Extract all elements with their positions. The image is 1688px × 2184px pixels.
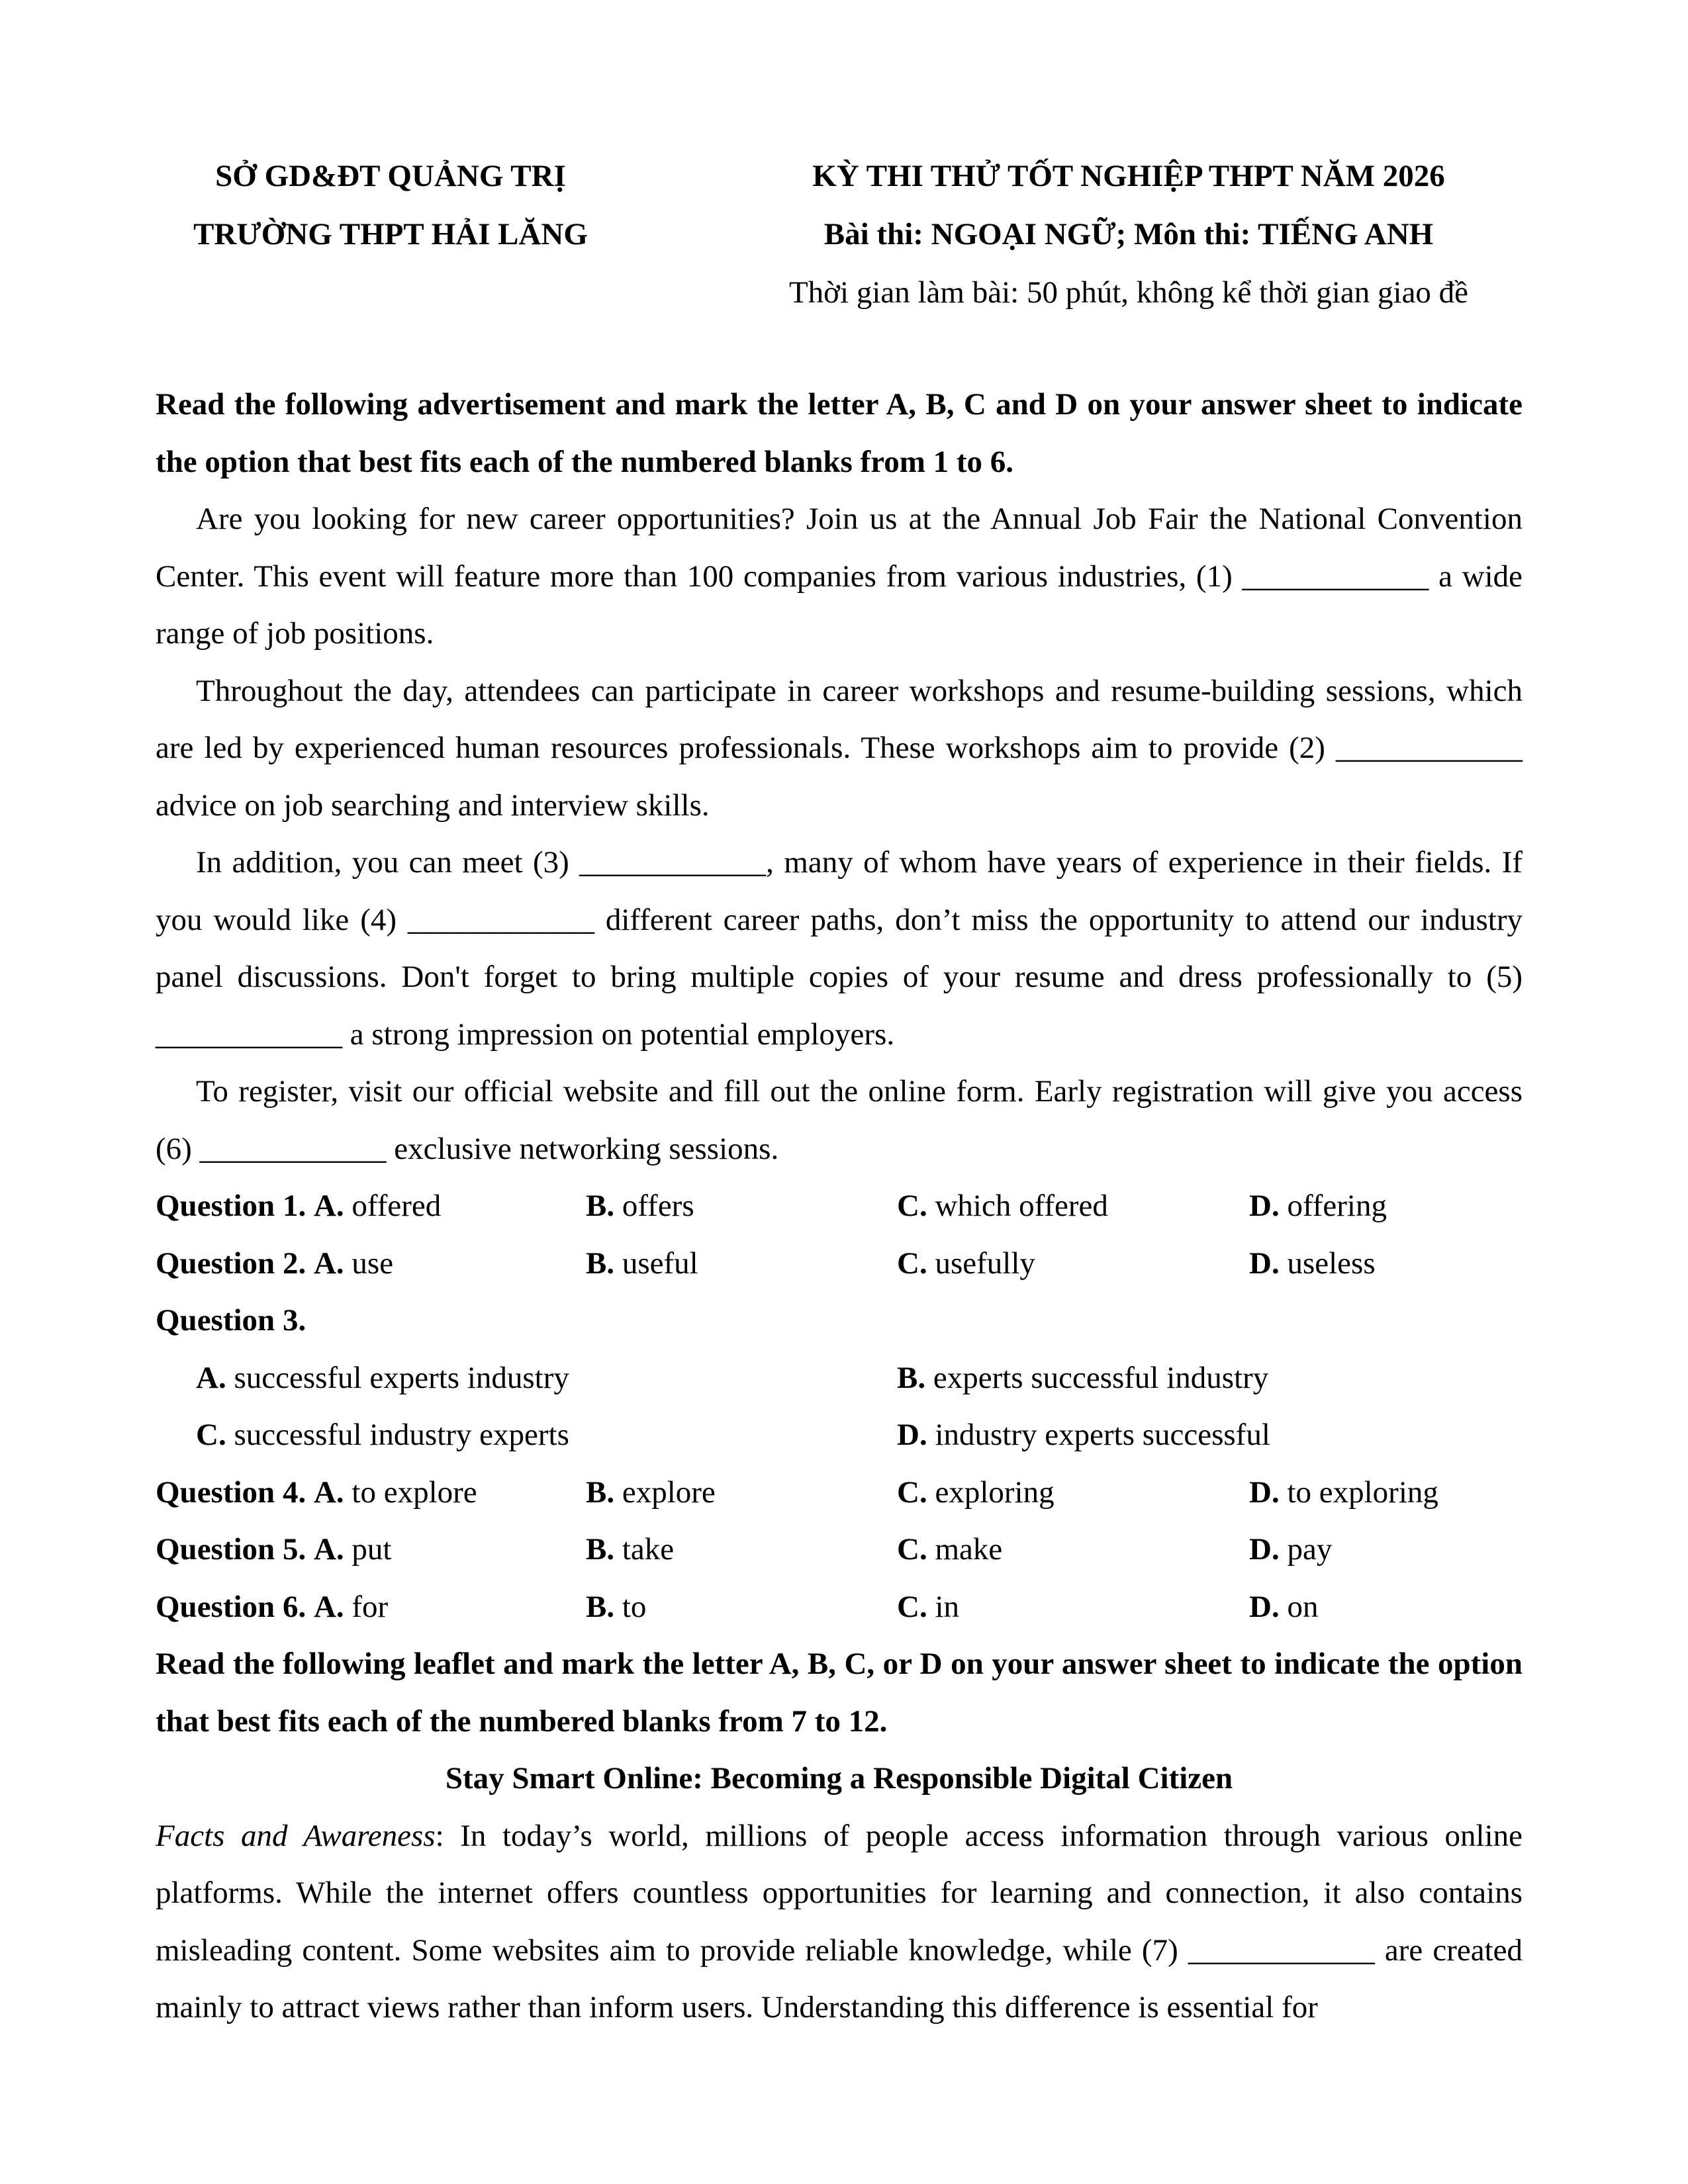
department-name: SỞ GD&ĐT QUẢNG TRỊ	[215, 159, 566, 193]
school-header	[119, 147, 662, 263]
question-1-option-d	[1249, 1177, 1387, 1235]
question-5-option-d	[1249, 1521, 1332, 1578]
option-letter: A.	[313, 1589, 344, 1624]
option-letter: C.	[897, 1589, 927, 1624]
question-3-row-ab	[156, 1349, 1523, 1407]
question-3-option-a	[196, 1349, 569, 1407]
exam-title: KỲ THI THỬ TỐT NGHIỆP THPT NĂM 2026	[812, 159, 1445, 193]
option-letter: D.	[1249, 1589, 1280, 1624]
question-5-option-a	[156, 1521, 391, 1578]
option-text: usefully	[935, 1246, 1035, 1281]
question-5-option-c	[897, 1521, 1002, 1578]
question-4	[156, 1464, 1523, 1522]
option-text: take	[622, 1532, 675, 1567]
option-text: to exploring	[1287, 1475, 1438, 1510]
question-4-option-b	[586, 1464, 716, 1522]
leaflet-paragraph-text: : In today’s world, millions of people access information through various online platforms. While the internet offers countless opportunities for learning and connection, it also contains misleading content. Some websites aim to provide reliable knowledge, while (7) ____________ are created mainly to attract views rather than inform users. Understanding this difference is essential for	[156, 1818, 1523, 2025]
question-6-label: Question 6.	[156, 1589, 306, 1624]
option-letter: B.	[586, 1475, 615, 1510]
section1-instruction: Read the following advertisement and mark the letter A, B, C and D on your answer sheet to indicate the option that best fits each of the numbered blanks from 1 to 6.	[156, 387, 1523, 479]
question-5-label: Question 5.	[156, 1532, 306, 1567]
option-text: exploring	[935, 1475, 1055, 1510]
question-1-option-b	[586, 1177, 694, 1235]
question-3-option-b	[897, 1349, 1268, 1407]
option-letter: D.	[897, 1418, 927, 1452]
option-letter: A.	[196, 1360, 226, 1395]
leaflet-paragraph-label: Facts and Awareness	[156, 1818, 436, 1853]
option-letter: B.	[586, 1189, 615, 1223]
option-text: for	[352, 1589, 389, 1624]
option-text: industry experts successful	[935, 1418, 1270, 1452]
question-6-option-b	[586, 1578, 646, 1636]
question-1-option-c	[897, 1177, 1108, 1235]
advertisement-paragraph-4: To register, visit our official website and fill out the online form. Early registration will give you access (6) ____________ exclusive networking sessions.	[156, 1074, 1523, 1166]
option-text: offering	[1287, 1189, 1387, 1223]
option-text: useless	[1287, 1246, 1376, 1281]
question-2-option-d	[1249, 1235, 1376, 1293]
question-4-option-c	[897, 1464, 1055, 1522]
option-letter: B.	[586, 1246, 615, 1281]
advertisement-paragraph-1: Are you looking for new career opportunities? Join us at the Annual Job Fair the National Convention Center. This event will feature more than 100 companies from various industries, (1) ____________ a wide range of job positions.	[156, 502, 1523, 651]
exam-subject: Bài thi: NGOẠI NGỮ; Môn thi: TIẾNG ANH	[823, 217, 1434, 251]
option-letter: C.	[196, 1418, 226, 1452]
option-text: which offered	[935, 1189, 1108, 1223]
question-5-option-b	[586, 1521, 674, 1578]
question-2-option-a	[156, 1235, 393, 1293]
option-text: make	[935, 1532, 1003, 1567]
advertisement-paragraph-3: In addition, you can meet (3) ____________, many of whom have years of experience in their fields. If you would like (4) ____________ different career paths, don’t miss the opportunity to attend our industry panel discussions. Don't forget to bring multiple copies of your resume and dress professionally to (5) ____________ a strong impression on potential employers.	[156, 845, 1523, 1052]
question-4-option-d	[1249, 1464, 1438, 1522]
option-text: explore	[622, 1475, 716, 1510]
question-1	[156, 1177, 1523, 1235]
question-6-option-c	[897, 1578, 959, 1636]
option-letter: A.	[313, 1189, 344, 1223]
question-1-option-a	[156, 1177, 441, 1235]
question-2-option-b	[586, 1235, 698, 1293]
question-6-option-a	[156, 1578, 388, 1636]
option-text: in	[935, 1589, 960, 1624]
question-3-option-c	[196, 1406, 569, 1464]
option-letter: D.	[1249, 1189, 1280, 1223]
option-letter: C.	[897, 1246, 927, 1281]
option-text: offered	[352, 1189, 442, 1223]
option-letter: B.	[586, 1532, 615, 1567]
option-text: successful industry experts	[234, 1418, 569, 1452]
question-3	[156, 1292, 1523, 1349]
exam-duration: Thời gian làm bài: 50 phút, không kể thời gian giao đề	[788, 275, 1469, 310]
question-4-label: Question 4.	[156, 1475, 306, 1510]
question-2-option-c	[897, 1235, 1035, 1293]
option-letter: C.	[897, 1532, 927, 1567]
leaflet-paragraph	[156, 1807, 1523, 2036]
school-name: TRƯỜNG THPT HẢI LĂNG	[193, 217, 588, 251]
question-3-option-d	[897, 1406, 1270, 1464]
question-4-option-a	[156, 1464, 477, 1522]
question-3-label: Question 3.	[156, 1303, 306, 1338]
question-2	[156, 1235, 1523, 1293]
option-text: successful experts industry	[234, 1360, 569, 1395]
question-2-label: Question 2.	[156, 1246, 306, 1281]
option-letter: D.	[1249, 1532, 1280, 1567]
option-letter: B.	[586, 1589, 615, 1624]
option-text: pay	[1287, 1532, 1333, 1567]
option-letter: A.	[313, 1475, 344, 1510]
option-letter: C.	[897, 1475, 927, 1510]
option-text: to explore	[352, 1475, 477, 1510]
option-letter: D.	[1249, 1475, 1280, 1510]
question-1-label: Question 1.	[156, 1189, 306, 1223]
option-letter: A.	[313, 1246, 344, 1281]
option-text: use	[352, 1246, 394, 1281]
option-text: experts successful industry	[933, 1360, 1269, 1395]
option-letter: A.	[313, 1532, 344, 1567]
leaflet-title: Stay Smart Online: Becoming a Responsible Digital Citizen	[445, 1761, 1233, 1796]
option-text: to	[622, 1589, 647, 1624]
question-3-row-cd	[156, 1406, 1523, 1464]
option-text: offers	[622, 1189, 694, 1223]
exam-content	[156, 376, 1523, 2036]
advertisement-paragraph-2: Throughout the day, attendees can participate in career workshops and resume-building sessions, which are led by experienced human resources professionals. These workshops aim to provide (2) ____________ advice on job searching and interview skills.	[156, 673, 1523, 823]
exam-header	[695, 147, 1562, 263]
option-text: on	[1287, 1589, 1319, 1624]
option-text: put	[352, 1532, 392, 1567]
question-6	[156, 1578, 1523, 1636]
option-letter: C.	[897, 1189, 927, 1223]
option-letter: B.	[897, 1360, 926, 1395]
option-text: useful	[622, 1246, 698, 1281]
question-6-option-d	[1249, 1578, 1318, 1636]
option-letter: D.	[1249, 1246, 1280, 1281]
question-5	[156, 1521, 1523, 1578]
section2-instruction: Read the following leaflet and mark the letter A, B, C, or D on your answer sheet to indicate the option that best fits each of the numbered blanks from 7 to 12.	[156, 1647, 1523, 1739]
